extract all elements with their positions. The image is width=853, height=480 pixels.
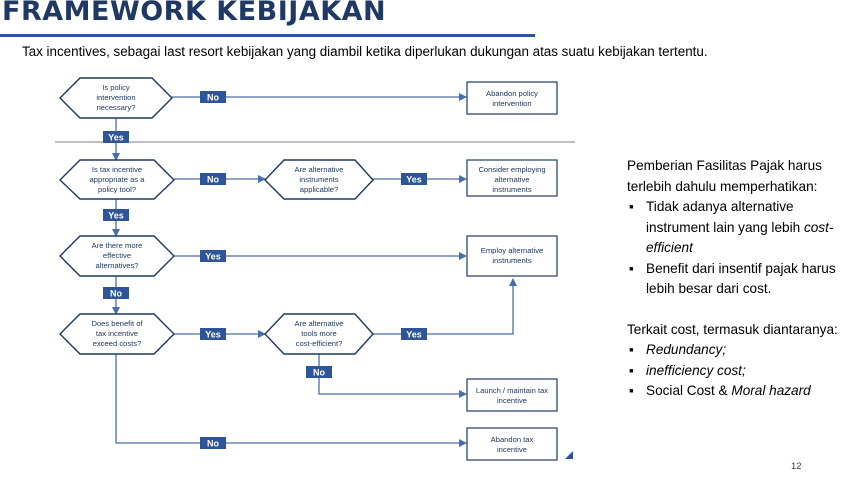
label-yes6: Yes [406, 329, 422, 340]
result-r4 [467, 379, 557, 411]
r4-line-1: Launch / maintain tax [475, 386, 549, 395]
requirement-text: Benefit dari insentif pajak harus lebih besar dari cost. [646, 260, 836, 296]
cost-item: Redundancy; [646, 342, 727, 357]
label-yes5: Yes [205, 329, 221, 340]
label-yes2: Yes [406, 174, 422, 185]
q3-line-2: instruments [299, 175, 339, 184]
q4-line-3: alternatives? [95, 261, 139, 270]
requirement-text: Tidak adanya alternative instrument lain yang lebih [646, 199, 804, 235]
requirements-list [627, 197, 852, 300]
q1-line-3: necessary? [96, 103, 136, 112]
list-item [627, 381, 852, 402]
connector-q5-r5 [116, 354, 466, 443]
label-no1: No [207, 92, 219, 103]
r5-line-1: Abandon tax [490, 435, 534, 444]
q2-line-2: appropriate as a [89, 175, 145, 184]
q6-line-1: Are alternative [294, 319, 344, 328]
result-r1 [467, 82, 557, 114]
page-subtitle: Tax incentives, sebagai last resort kebijakan yang diambil ketika diperlukan dukungan atas suatu kebijakan tertentu. [22, 44, 708, 59]
cost-item: inefficiency cost; [646, 362, 746, 378]
r3-line-2: instruments [492, 256, 532, 265]
q6-line-3: cost-efficient? [295, 339, 343, 348]
connectors [116, 97, 513, 443]
intro-text: Pemberian Fasilitas Pajak harus terlebih dahulu memperhatikan: [627, 158, 822, 194]
q5-line-2: tax incentive [95, 329, 139, 338]
q4-line-1: Are there more [91, 241, 143, 250]
r4-line-2: incentive [497, 396, 527, 405]
bullet-icon: ▪ [629, 199, 634, 214]
list-item [627, 340, 852, 361]
q6-line-2: tools more [301, 329, 337, 338]
requirement-emphasis: cost-efficient [646, 219, 834, 255]
page-number: 12 [791, 461, 802, 472]
page-title: FRAMEWORK KEBIJAKAN [2, 0, 387, 27]
q3-line-1: Are alternative [294, 165, 344, 174]
label-no5: No [207, 438, 219, 449]
label-yes1: Yes [108, 132, 124, 143]
r2-line-3: instruments [492, 185, 532, 194]
q2-line-3: policy tool? [98, 185, 136, 194]
r5-line-2: incentive [497, 445, 527, 454]
q1-line-2: intervention [96, 93, 136, 102]
connector-q6-r4 [319, 354, 466, 394]
connector-q6-r3 [373, 279, 513, 334]
bullet-icon: ▪ [629, 362, 634, 378]
cost-item-emphasis: Moral hazard [731, 383, 811, 398]
cost-list [627, 340, 852, 402]
label-no6: No [313, 367, 325, 378]
label-no4: No [110, 288, 122, 299]
q5-line-3: exceed costs? [92, 339, 142, 348]
list-item [627, 197, 852, 259]
r1-line-2: intervention [492, 99, 532, 108]
q4-line-2: effective [102, 251, 132, 260]
cost-intro-text: Terkait cost, termasuk diantaranya: [627, 321, 838, 337]
bullet-icon: ▪ [629, 342, 634, 357]
label-no2: No [207, 174, 219, 185]
bullet-icon: ▪ [629, 260, 634, 276]
corner-triangle [565, 451, 573, 459]
q5-line-1: Does benefit of [91, 319, 143, 328]
q1-line-1: Is policy [102, 83, 130, 92]
r2-line-1: Consider employing [478, 165, 546, 174]
label-yes3: Yes [108, 210, 124, 221]
r2-line-2: alternative [494, 175, 530, 184]
list-item [627, 361, 852, 382]
r3-line-1: Employ alternative [480, 246, 544, 255]
label-yes4: Yes [205, 251, 221, 262]
result-r5 [467, 428, 557, 460]
bullet-icon: ▪ [629, 383, 634, 398]
q3-line-3: applicable? [299, 185, 339, 194]
q2-line-1: Is tax incentive [91, 165, 143, 174]
r1-line-1: Abandon policy [486, 89, 538, 98]
list-item [627, 259, 852, 300]
right-panel [627, 156, 852, 402]
cost-item: Social Cost & [646, 383, 732, 398]
